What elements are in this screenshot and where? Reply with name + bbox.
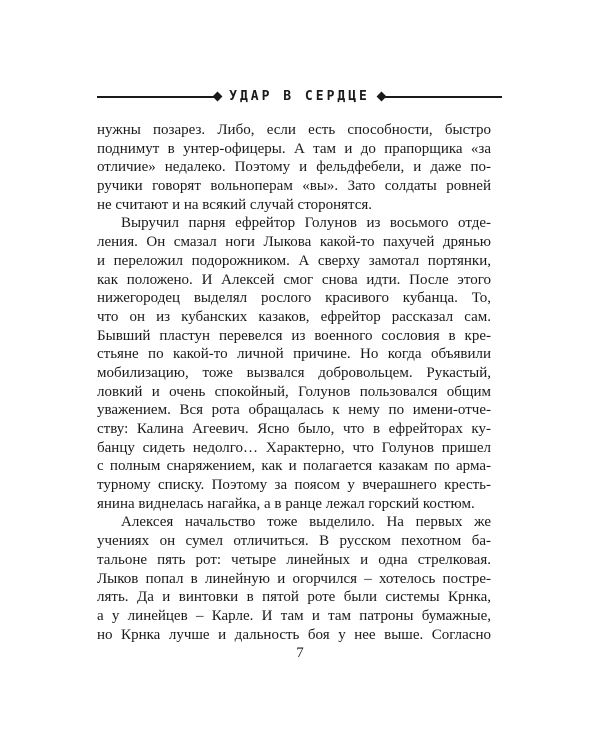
text-line: поднимут в унтер-офицеры. А там и до прапорщика «за [97,140,491,157]
text-line: стьяне по какой-то личной причине. Но когда объявили [97,346,491,363]
text-line: Выручил парня ефрейтор Голунов из восьмого отде- [121,215,491,232]
text-line: не считают и на всякий случай сторонятся. [97,196,373,213]
text-line: ления. Он смазал ноги Лыкова какой-то пахучей дрянью [97,234,491,251]
text-line: нижегородец выделял рослого красивого кубанца. То, [97,290,491,307]
text-line: а у линейцев – Карле. И там и там патроны бумажные, [97,607,491,624]
running-header [97,86,502,108]
header-rule-right [382,96,502,98]
text-line: как положено. И Алексей смог снова идти. После этого [97,271,491,288]
text-line: ловкий и очень спокойный, Голунов пользовался общим [97,383,491,400]
text-line: банцу сидеть недолго… Характерно, что Голунов пришел [97,439,491,456]
text-line: тальоне пять рот: четыре линейных и одна стрелковая. [97,551,491,568]
text-line: мобилизацию, тоже вызвался добровольцем. Рукастый, [97,364,491,381]
page-number: 7 [296,645,304,661]
text-line: отличие» недалеко. Поэтому и фельдфебели, и даже по- [97,159,491,176]
text-line: уважением. Вся рота обращалась к нему по имени-отче- [97,402,491,419]
text-line: учениях он сумел отличиться. В русском пехотном ба- [97,533,491,550]
text-line: что он из кубанских казаков, ефрейтор рассказал сам. [97,308,491,325]
text-line: Алексея начальство тоже выделило. На первых же [121,514,491,531]
text-line: Бывший пластун перевелся из военного сословия в кре- [97,327,491,344]
text-line: Лыков попал в линейную и огорчился – хотелось постре- [97,570,491,587]
text-line: янина виднелась нагайка, а в ранце лежал горский костюм. [97,495,475,512]
body-text [97,121,491,644]
text-line: турному списку. Поэтому за поясом у вчерашнего кресть- [97,477,491,494]
text-line: нужны позарез. Либо, если есть способности, быстро [97,122,491,138]
text-line: лять. Да и винтовки в пятой роте были системы Крнка, [97,589,491,606]
running-header-title: УДАР В СЕРДЦЕ [229,89,370,104]
text-line: ручики говорят вольноперам «вы». Зато солдаты ровней [97,178,491,195]
text-line: и переложил подорожником. А сверху замотал портянки, [97,252,491,269]
text-line: с полным снаряжением, как и полагается казакам по арма- [97,458,491,475]
text-line: ству: Калина Агеевич. Ясно было, что в ефрейторах ку- [97,421,491,437]
text-line: но Крнка лучше и дальность боя у нее выше. Согласно [97,626,491,643]
